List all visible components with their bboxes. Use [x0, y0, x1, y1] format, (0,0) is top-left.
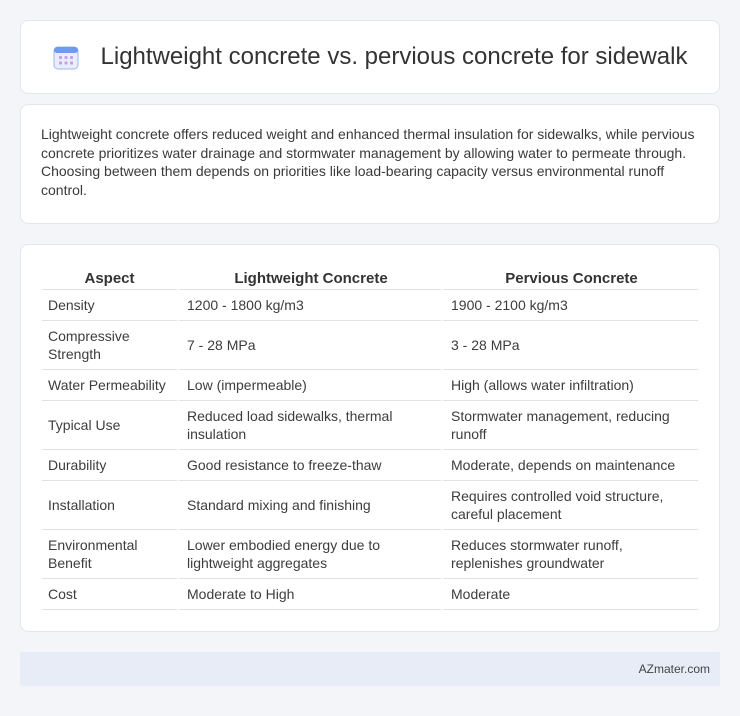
cell-lightweight: Standard mixing and finishing [177, 481, 441, 530]
cell-aspect: Environmental Benefit [42, 530, 177, 579]
table-row [42, 370, 698, 401]
comparison-table [42, 267, 698, 610]
cell-pervious: 3 - 28 MPa [441, 321, 698, 370]
cell-lightweight: 7 - 28 MPa [177, 321, 441, 370]
cell-aspect: Durability [42, 450, 177, 481]
cell-lightweight: Good resistance to freeze-thaw [177, 450, 441, 481]
table-row [42, 290, 698, 321]
table-row [42, 450, 698, 481]
cell-aspect: Cost [42, 579, 177, 610]
cell-pervious: Stormwater management, reducing runoff [441, 401, 698, 450]
cell-pervious: Requires controlled void structure, careful placement [441, 481, 698, 530]
table-header-row [42, 267, 698, 290]
page-title: Lightweight concrete vs. pervious concrete for sidewalk [100, 43, 688, 70]
cell-lightweight: Low (impermeable) [177, 370, 441, 401]
footer-site-name: AZmater.com [638, 662, 710, 676]
cell-lightweight: Moderate to High [177, 579, 441, 610]
cell-pervious: High (allows water infiltration) [441, 370, 698, 401]
header-aspect: Aspect [42, 267, 177, 290]
cell-aspect: Water Permeability [42, 370, 177, 401]
header-pervious: Pervious Concrete [441, 267, 698, 290]
intro-paragraph: Lightweight concrete offers reduced weight and enhanced thermal insulation for sidewalks, while pervious concrete prioritizes water drainage and stormwater management by allowing water to permeate through. Choosing between them depends on priorities like load-bearing capacity versus environmental runoff control. [41, 126, 695, 198]
cell-pervious: Moderate, depends on maintenance [441, 450, 698, 481]
cell-lightweight: 1200 - 1800 kg/m3 [177, 290, 441, 321]
intro-card [20, 104, 720, 224]
table-row [42, 481, 698, 530]
header-lightweight: Lightweight Concrete [177, 267, 441, 290]
cell-lightweight: Reduced load sidewalks, thermal insulation [177, 401, 441, 450]
cell-aspect: Installation [42, 481, 177, 530]
footer [20, 652, 720, 686]
comparison-card [20, 244, 720, 632]
title-card [20, 20, 720, 94]
cell-pervious: 1900 - 2100 kg/m3 [441, 290, 698, 321]
cell-aspect: Compressive Strength [42, 321, 177, 370]
table-row [42, 530, 698, 579]
cell-aspect: Density [42, 290, 177, 321]
cell-lightweight: Lower embodied energy due to lightweight aggregates [177, 530, 441, 579]
cell-pervious: Reduces stormwater runoff, replenishes groundwater [441, 530, 698, 579]
calendar-icon [53, 44, 79, 70]
table-row [42, 401, 698, 450]
cell-pervious: Moderate [441, 579, 698, 610]
cell-aspect: Typical Use [42, 401, 177, 450]
table-row [42, 321, 698, 370]
table-row [42, 579, 698, 610]
